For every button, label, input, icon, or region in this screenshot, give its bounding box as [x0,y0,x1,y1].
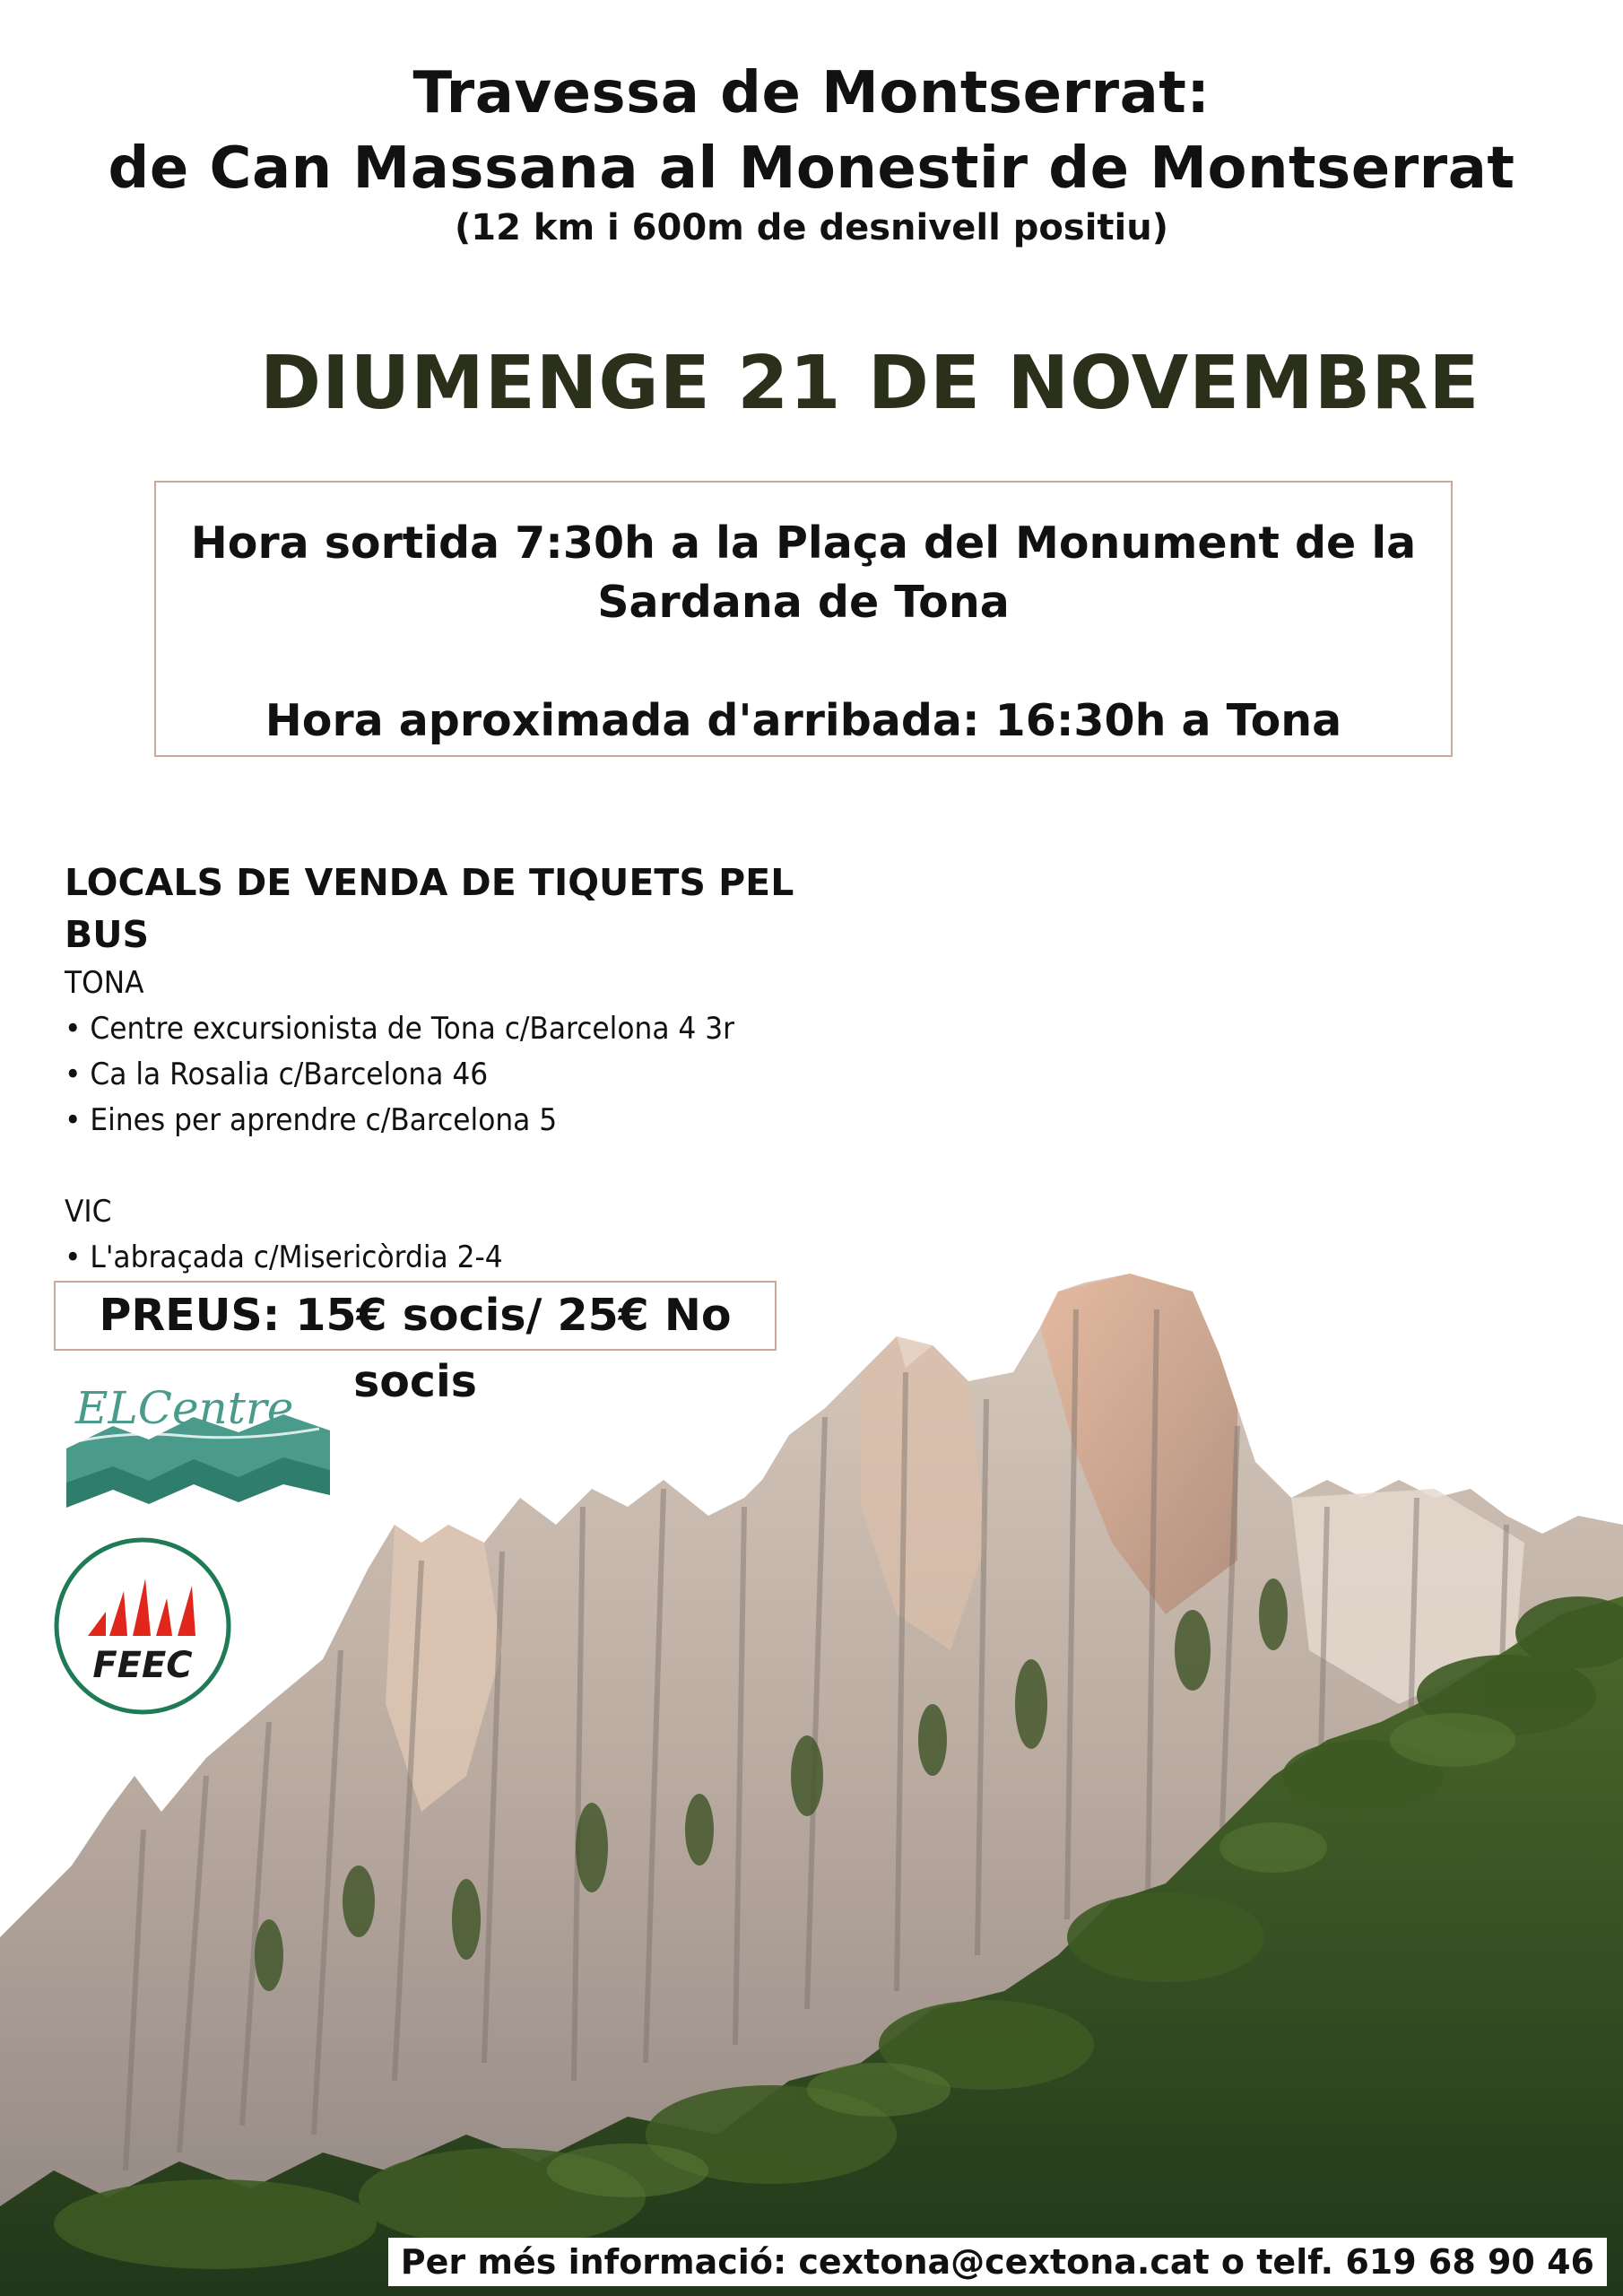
feec-logo [52,1535,233,1717]
arrival-line: Hora aproximada d'arribada: 16:30h a Tona [265,695,1342,746]
ticket-sales-heading: LOCALS DE VENDA DE TIQUETS PEL BUS [65,861,794,956]
departure-line-1: Hora sortida 7:30h a la Plaça del Monument de la [190,517,1417,569]
event-date: DIUMENGE 21 DE NOVEMBRE [260,341,1480,426]
ticket-sales-section [65,857,872,1281]
page-title-line-2: de Can Massana al Monestir de Montserrat [108,135,1515,202]
feec-logo-text: FEEC [92,1645,193,1686]
schedule-box [154,481,1453,757]
town-label-vic: VIC [65,1194,112,1230]
el-centre-logo [59,1377,337,1511]
page-title-line-1: Travessa de Montserrat: [412,60,1211,126]
page-subtitle: (12 km i 600m de desnivell positiu) [454,207,1169,248]
el-centre-logo-text: ELCentre [75,1382,294,1434]
ticket-location: • L'abraçada c/Misericòrdia 2-4 [65,1239,503,1275]
ticket-location: • Eines per aprendre c/Barcelona 5 [65,1102,558,1138]
town-label-tona: TONA [65,965,144,1001]
footer-contact [388,2238,1607,2286]
price-text: PREUS: 15€ socis/ 25€ No socis [99,1290,732,1407]
ticket-location: • Centre excursionista de Tona c/Barcelona 4 3r [65,1011,735,1047]
footer-contact-text: Per més informació: cextona@cextona.cat o telf. 619 68 90 46 [400,2242,1594,2282]
ticket-location: • Ca la Rosalia c/Barcelona 46 [65,1057,489,1092]
price-box [54,1281,777,1407]
departure-line-2: Sardana de Tona [597,577,1010,628]
title-block [0,56,1623,251]
